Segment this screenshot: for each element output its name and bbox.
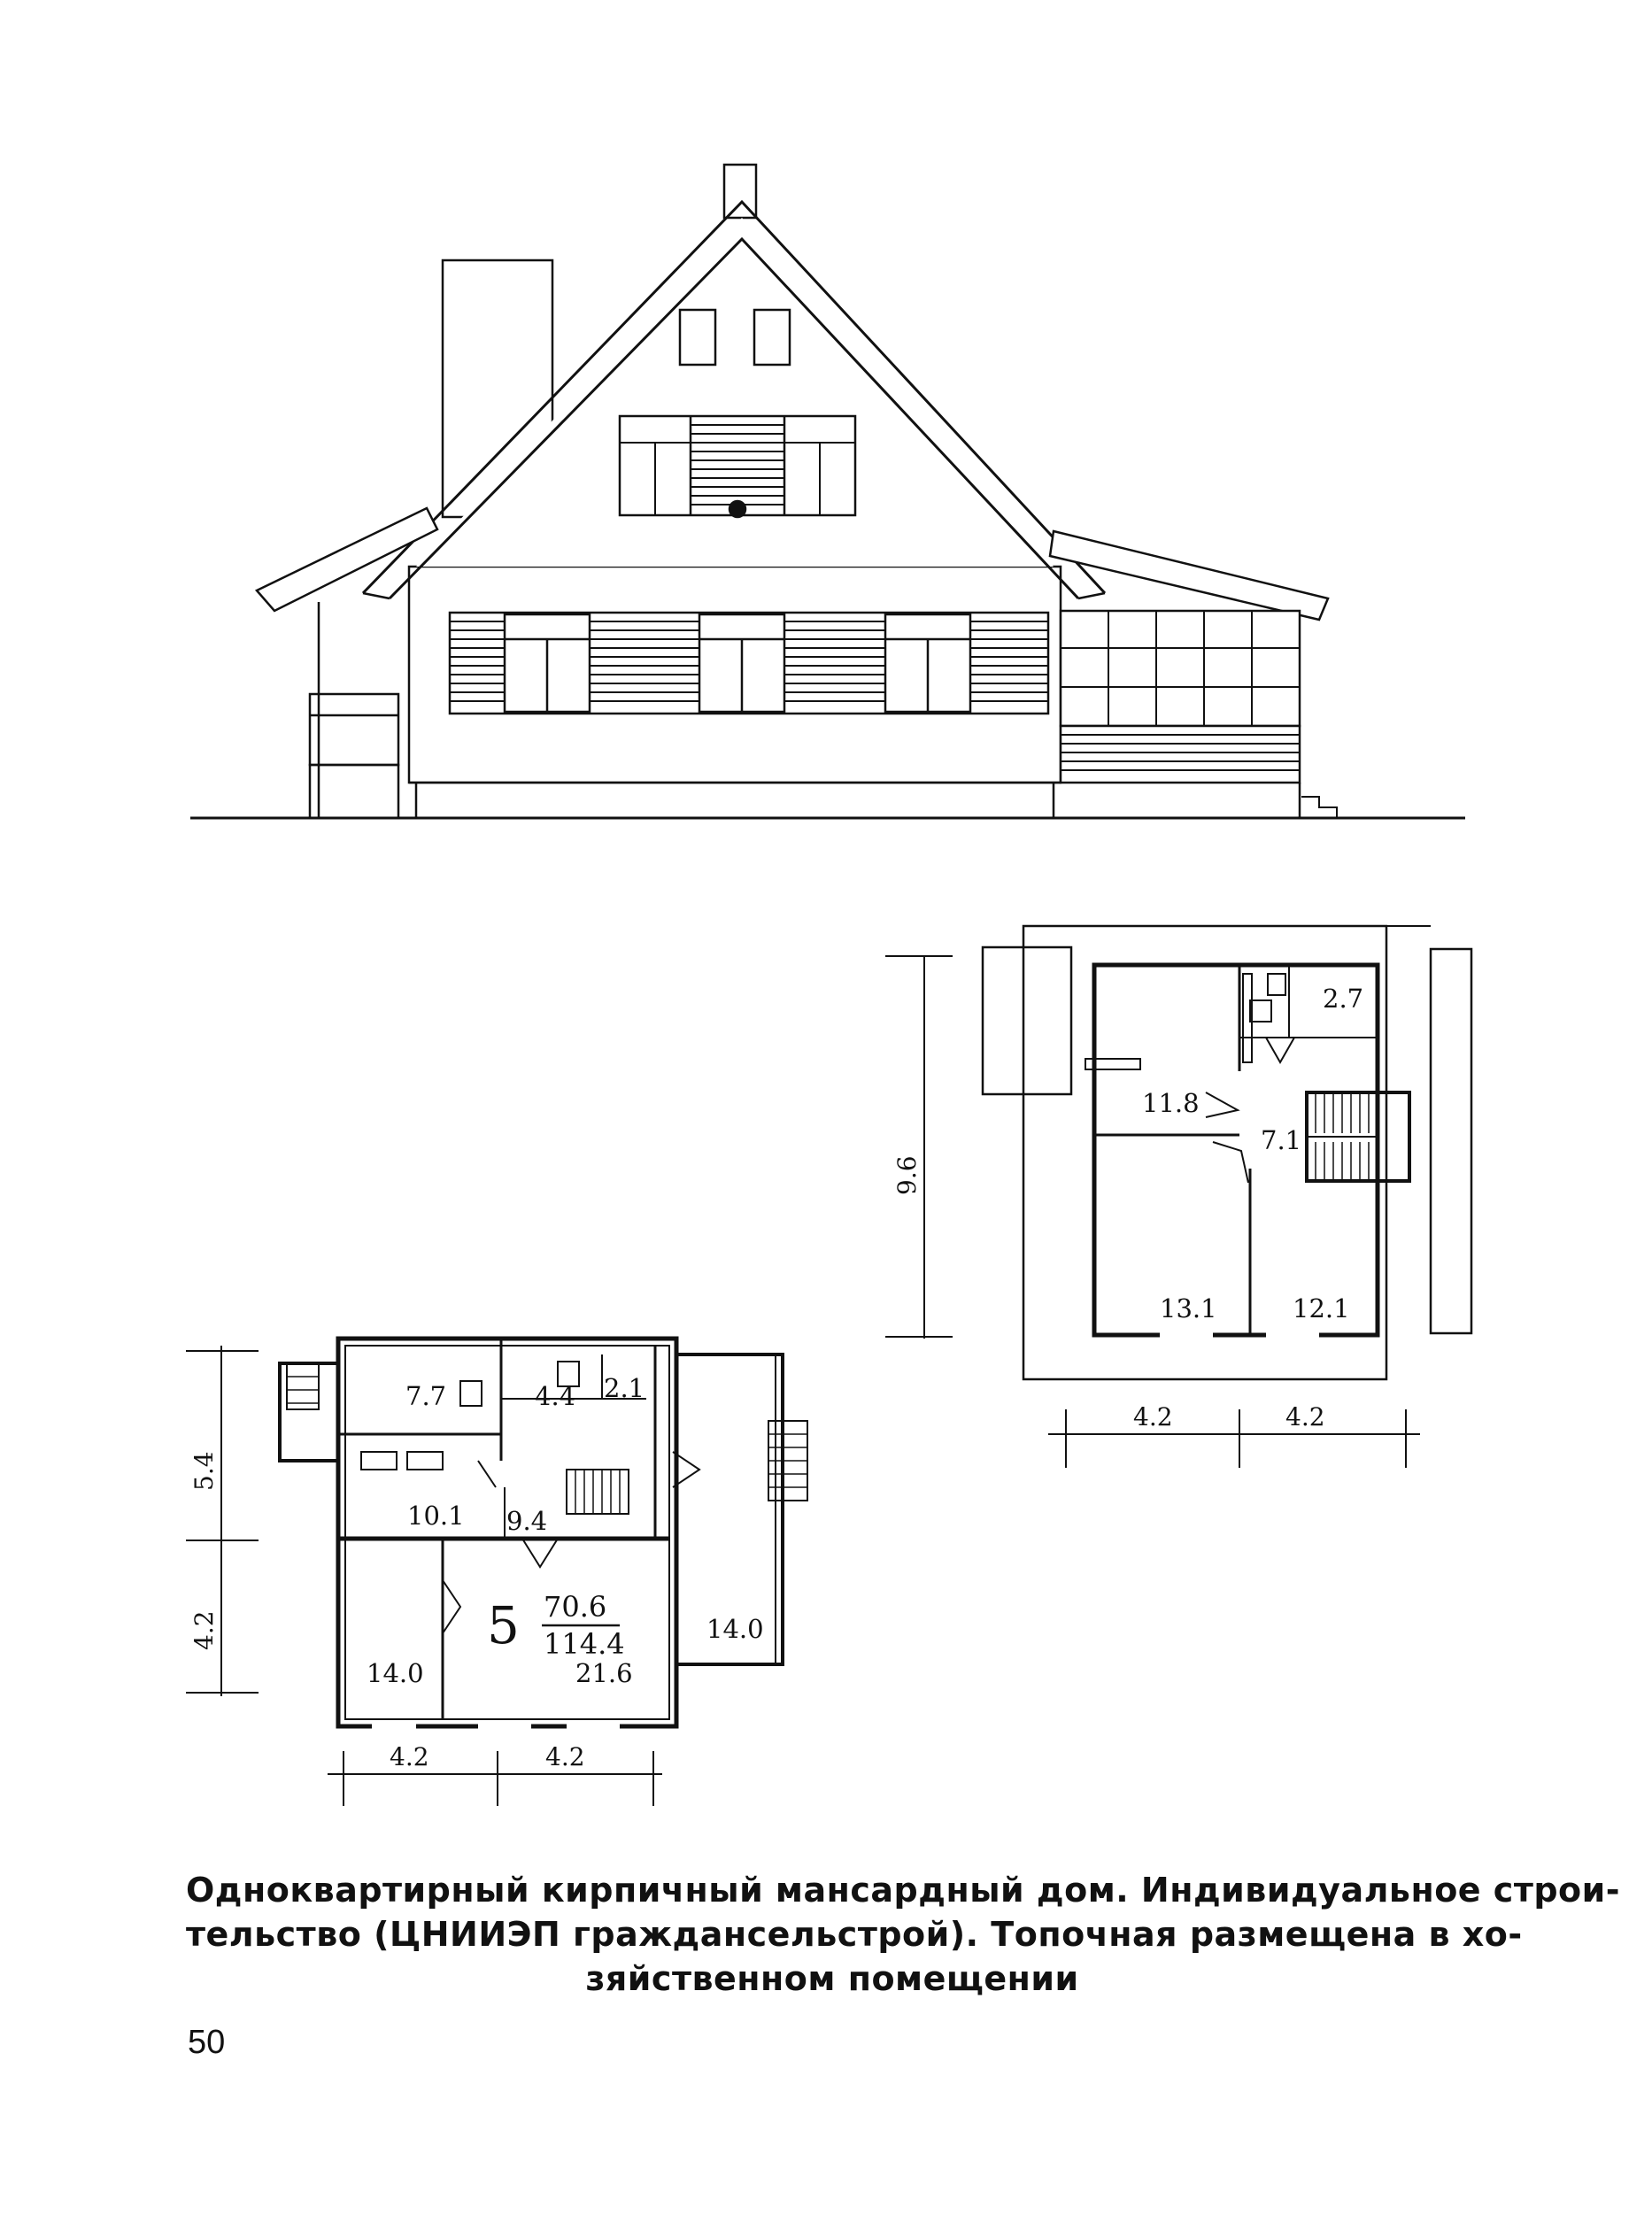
total-area: 114.4: [544, 1627, 625, 1661]
caption-line: зяйственном помещении: [585, 1959, 1079, 1998]
dimension-label: 4.2: [1133, 1402, 1173, 1432]
room-area-label: 9.4: [506, 1506, 548, 1536]
page-number: 50: [188, 2024, 226, 2061]
dimension-label: 4.2: [1285, 1402, 1325, 1432]
figure-caption: [186, 1868, 1621, 2001]
room-area-label: 7.7: [405, 1381, 447, 1411]
caption-line: тельство (ЦНИИЭП граждансельстрой). Топочная размещена в хо-: [186, 1915, 1523, 1954]
caption-line: Одноквартирный кирпичный мансардный дом. Индивидуальное строи-: [186, 1871, 1621, 1910]
room-area-label: 21.6: [575, 1658, 633, 1688]
dimension-label: 4.2: [545, 1742, 585, 1771]
ground-floor-plan: [186, 1339, 807, 1806]
upper-floor-plan: [885, 926, 1471, 1468]
room-area-label: 14.0: [706, 1614, 764, 1644]
room-area-label: 2.1: [604, 1373, 645, 1403]
room-area-label: 11.8: [1142, 1088, 1200, 1118]
room-area-label: 10.1: [407, 1501, 465, 1531]
room-area-label: 12.1: [1293, 1293, 1350, 1324]
dimension-label: 9.6: [892, 1155, 922, 1195]
room-area-label: 7.1: [1261, 1125, 1302, 1155]
living-area: 70.6: [544, 1590, 607, 1624]
room-area-label: 2.7: [1323, 984, 1364, 1014]
rooms-count: 5: [487, 1595, 520, 1655]
room-area-label: 14.0: [367, 1658, 424, 1688]
dimension-label: 4.2: [390, 1742, 429, 1771]
room-area-label: 4.4: [535, 1381, 576, 1411]
room-area-label: 13.1: [1160, 1293, 1217, 1324]
house-facade-elevation: [190, 165, 1465, 818]
dimension-label: 4.2: [189, 1610, 219, 1650]
dimension-label: 5.4: [189, 1451, 219, 1491]
